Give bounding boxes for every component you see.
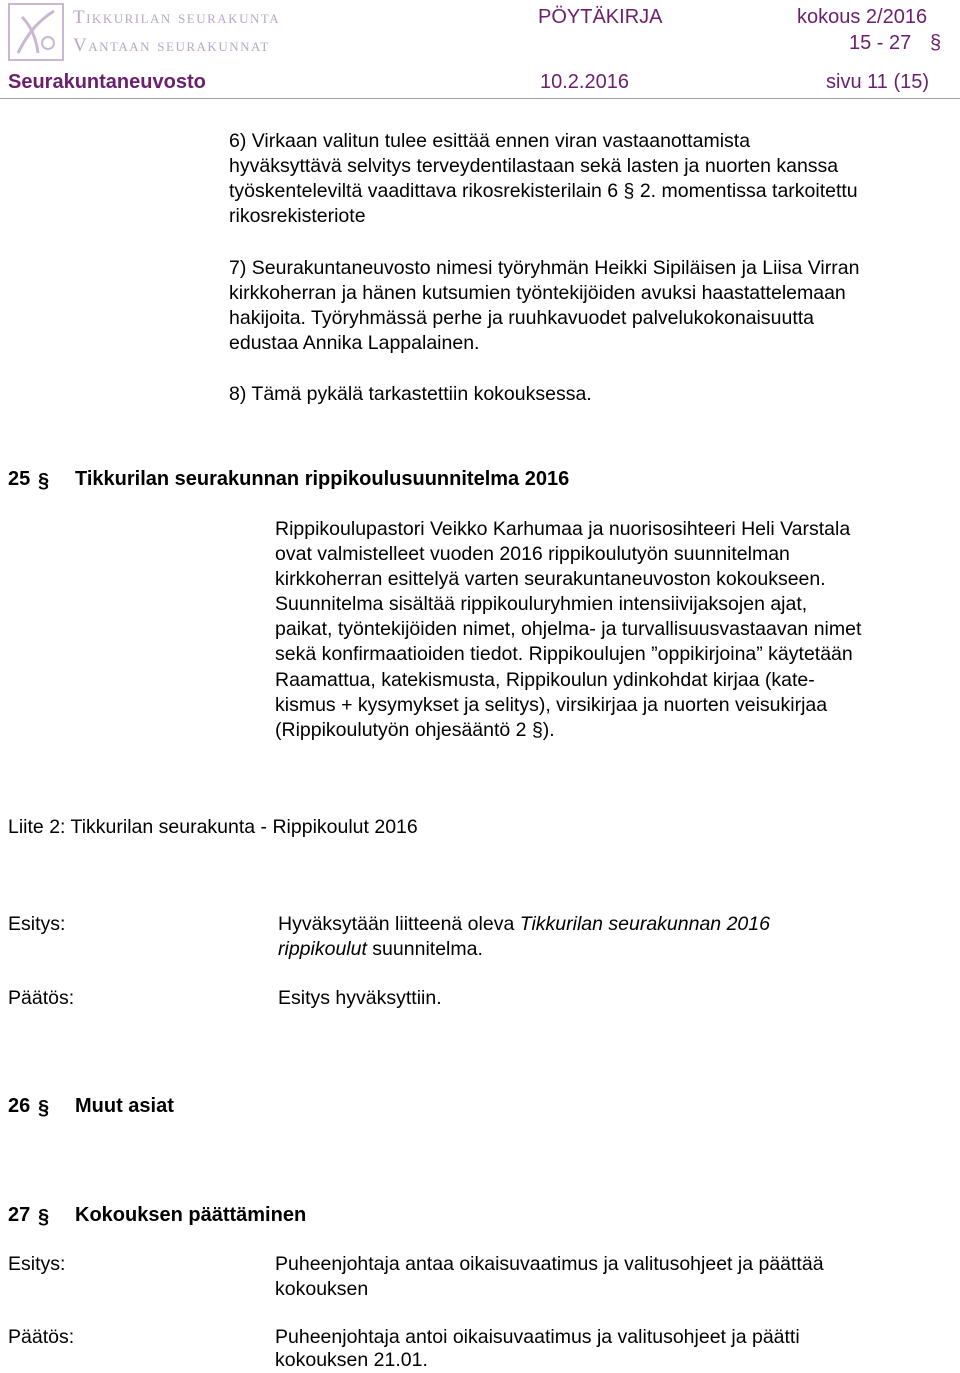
section25-body-line1: Rippikoulupastori Veikko Karhumaa ja nuorisosihteeri Heli Varstala <box>275 518 851 540</box>
section25-body-line9-a: (Rippikoulutyön ohjesääntö 2 <box>275 719 527 741</box>
section25-number: 25 <box>8 468 31 490</box>
section-symbol: § <box>38 1206 50 1228</box>
proposal-line1 <box>278 912 770 937</box>
section25-body-line7: Raamattua, katekismusta, Rippikoulun ydinkohdat kirjaa (kate- <box>275 669 815 691</box>
proposal-line2 <box>278 937 483 962</box>
section-symbol: § <box>930 32 942 54</box>
item6-line4: rikosrekisteriote <box>229 205 366 227</box>
proposal-label: Esitys: <box>8 913 66 935</box>
item7-line3: hakijoita. Työryhmässä perhe ja ruuhkavuodet palvelukokonaisuutta <box>229 307 814 329</box>
org-name-line1: Tikkurilan seurakunta <box>73 7 281 28</box>
item7-line4: edustaa Annika Lappalainen. <box>229 332 480 354</box>
attachment-line: Liite 2: Tikkurilan seurakunta - Rippikoulut 2016 <box>8 816 418 838</box>
section26-number: 26 <box>8 1095 31 1117</box>
section26-title: Muut asiat <box>75 1095 174 1117</box>
section27-decision-line1: Puheenjohtaja antoi oikaisuvaatimus ja valitusohjeet ja päätti <box>275 1326 800 1348</box>
section27-decision-line2: kokouksen 21.01. <box>275 1349 428 1371</box>
section25-body-line2: ovat valmistelleet vuoden 2016 rippikoulutyön suunnitelman <box>275 543 790 565</box>
section-symbol: § <box>623 180 635 202</box>
paragraph-range: 15 - 27 <box>849 32 912 54</box>
decision-label: Päätös: <box>8 987 75 1009</box>
section25-body-line3: kirkkoherran esittelyä varten seurakuntaneuvoston kokoukseen. <box>275 568 826 590</box>
page-number: sivu 11 (15) <box>826 71 930 93</box>
section27-number: 27 <box>8 1204 31 1226</box>
item7-line1: 7) Seurakuntaneuvosto nimesi työryhmän Heikki Sipiläisen ja Liisa Virran <box>229 257 860 279</box>
section25-body-line8: kismus + kysymykset ja selitys), virsikirjaa ja nuorten veisukirjaa <box>275 694 828 716</box>
section-symbol: § <box>531 719 543 741</box>
section25-body-line5: paikat, työntekijöiden nimet, ohjelma- ja turvallisuusvastaavan nimet <box>275 618 862 640</box>
item6-line2: hyväksyttävä selvitys terveydentilastaan sekä lasten ja nuorten kanssa <box>229 155 839 177</box>
section27-decision-label: Päätös: <box>8 1326 75 1348</box>
item6-line3 <box>229 179 858 204</box>
org-name-line2: Vantaan seurakunnat <box>73 35 270 56</box>
document-type: PÖYTÄKIRJA <box>538 6 663 28</box>
meeting-date: 10.2.2016 <box>540 71 629 93</box>
section-symbol: § <box>38 470 50 492</box>
section27-proposal-line2: kokouksen <box>275 1278 369 1300</box>
section25-body-line9-b: ). <box>542 719 555 741</box>
section25-body-line9 <box>275 718 555 743</box>
proposal-text-italic2: rippikoulut <box>278 938 367 960</box>
section27-proposal-line1: Puheenjohtaja antaa oikaisuvaatimus ja valitusohjeet ja päättää <box>275 1253 824 1275</box>
item6-line3-b: 2. momentissa tarkoitettu <box>639 180 858 202</box>
section25-body-line4: Suunnitelma sisältää rippikouluryhmien intensiivijaksojen ajat, <box>275 593 808 615</box>
governing-body: Seurakuntaneuvosto <box>8 71 206 93</box>
section27-proposal-label: Esitys: <box>8 1253 66 1275</box>
section25-body-line6: sekä konfirmaatioiden tiedot. Rippikoulujen ”oppikirjoina” käytetään <box>275 643 853 665</box>
section27-title: Kokouksen päättäminen <box>75 1204 307 1226</box>
proposal-text-italic1: Tikkurilan seurakunnan 2016 <box>519 913 770 935</box>
section-symbol: § <box>38 1097 50 1119</box>
header-divider <box>0 98 960 99</box>
meeting-number: kokous 2/2016 <box>797 6 928 28</box>
item6-line3-a: työskenteleviltä vaadittava rikosrekisterilain 6 <box>229 180 619 202</box>
decision-text: Esitys hyväksyttiin. <box>278 987 442 1009</box>
proposal-text-post: suunnitelma. <box>366 938 483 960</box>
section25-title: Tikkurilan seurakunnan rippikoulusuunnitelma 2016 <box>75 468 570 490</box>
item6-line1: 6) Virkaan valitun tulee esittää ennen viran vastaanottamista <box>229 130 751 152</box>
proposal-text-pre: Hyväksytään liitteenä oleva <box>278 913 520 935</box>
item8-text: 8) Tämä pykälä tarkastettiin kokouksessa. <box>229 383 592 405</box>
item7-line2: kirkkoherran ja hänen kutsumien työntekijöiden avuksi haastattelemaan <box>229 282 846 304</box>
parish-logo <box>8 3 64 61</box>
